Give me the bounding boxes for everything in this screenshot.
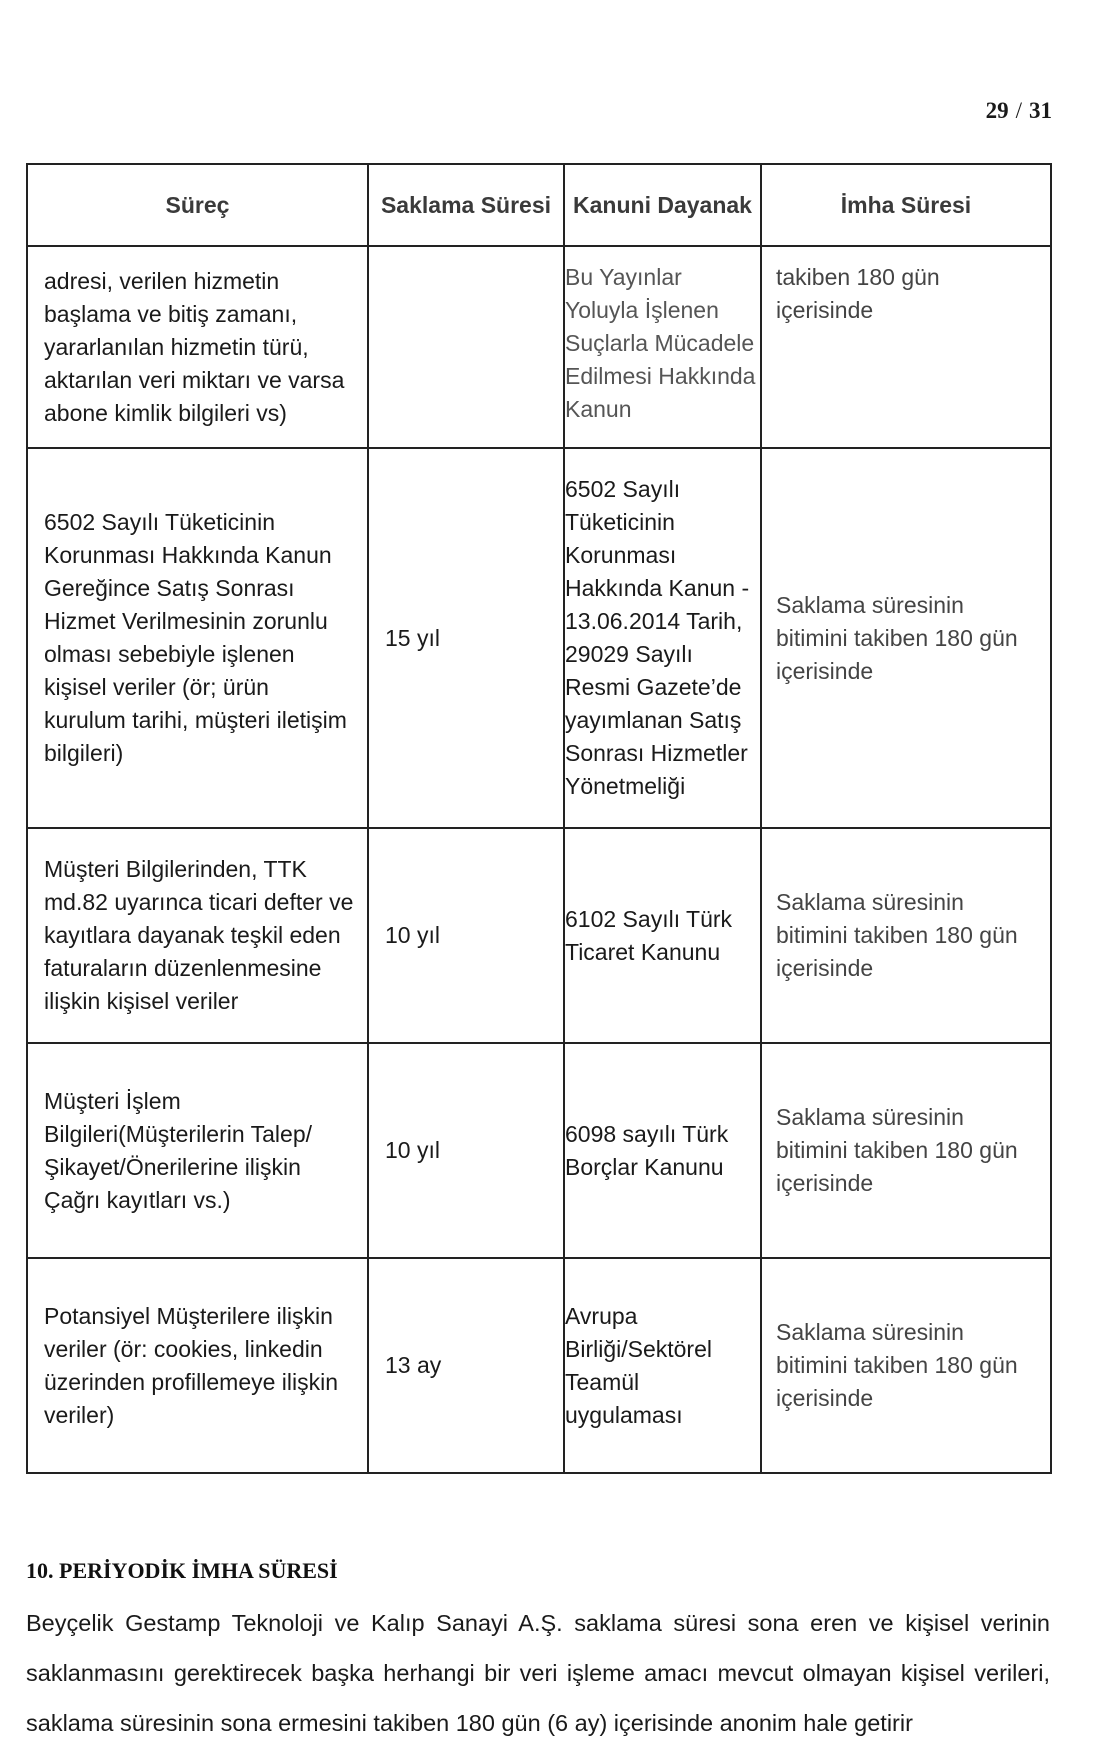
table-header-row xyxy=(27,164,1051,246)
cell-retention: 10 yıl xyxy=(368,828,564,1043)
cell-process: 6502 Sayılı Tüketicinin Korunması Hakkında Kanun Gereğince Satış Sonrası Hizmet Verilmesinin zorunlu olması sebebiyle işlenen kişisel veriler (ör; ürün kurulum tarihi, müşteri iletişim bilgileri) xyxy=(27,448,368,828)
cell-destruction: Saklama süresinin bitimini takiben 180 gün içerisinde xyxy=(761,1258,1051,1473)
cell-destruction: Saklama süresinin bitimini takiben 180 gün içerisinde xyxy=(761,448,1051,828)
section-title: 10. PERİYODİK İMHA SÜRESİ xyxy=(26,1558,338,1583)
cell-process: Müşteri Bilgilerinden, TTK md.82 uyarınca ticari defter ve kayıtlara dayanak teşkil eden faturaların düzenlenmesine ilişkin kişisel veriler xyxy=(27,828,368,1043)
cell-legal-basis: Avrupa Birliği/Sektörel Teamül uygulaması xyxy=(564,1258,761,1473)
retention-table xyxy=(26,163,1052,1474)
page-current: 29 xyxy=(985,98,1009,123)
cell-destruction: Saklama süresinin bitimini takiben 180 gün içerisinde xyxy=(761,828,1051,1043)
table-row xyxy=(27,1258,1051,1473)
table-row xyxy=(27,828,1051,1043)
cell-process: Müşteri İşlem Bilgileri(Müşterilerin Talep/Şikayet/Önerilerine ilişkin Çağrı kayıtları vs.) xyxy=(27,1043,368,1258)
header-destruction: İmha Süresi xyxy=(761,164,1051,246)
table-row xyxy=(27,448,1051,828)
cell-retention: 10 yıl xyxy=(368,1043,564,1258)
cell-destruction: takiben 180 gün içerisinde xyxy=(761,246,1051,448)
cell-retention xyxy=(368,246,564,448)
header-process: Süreç xyxy=(27,164,368,246)
page-total: 31 xyxy=(1029,98,1052,123)
page-separator: / xyxy=(1015,98,1022,123)
header-legal-basis: Kanuni Dayanak xyxy=(564,164,761,246)
section-paragraph: Beyçelik Gestamp Teknoloji ve Kalıp Sanayi A.Ş. saklama süresi sona eren ve kişisel verinin saklanmasını gerektirecek başka herhangi bir veri işleme amacı mevcut olmayan kişisel verileri, saklama süresinin sona ermesini takiben 180 gün (6 ay) içerisinde anonim hale getirir xyxy=(26,1610,1050,1736)
cell-process: adresi, verilen hizmetin başlama ve bitiş zamanı, yararlanılan hizmetin türü, aktarılan veri miktarı ve varsa abone kimlik bilgileri vs) xyxy=(27,246,368,448)
cell-process: Potansiyel Müşterilere ilişkin veriler (ör: cookies, linkedin üzerinden profillemeye ilişkin veriler) xyxy=(27,1258,368,1473)
cell-legal-basis: 6098 sayılı Türk Borçlar Kanunu xyxy=(564,1043,761,1258)
cell-legal-basis: 6102 Sayılı Türk Ticaret Kanunu xyxy=(564,828,761,1043)
cell-destruction: Saklama süresinin bitimini takiben 180 gün içerisinde xyxy=(761,1043,1051,1258)
table-row xyxy=(27,1043,1051,1258)
cell-legal-basis: 6502 Sayılı Tüketicinin Korunması Hakkında Kanun - 13.06.2014 Tarih, 29029 Sayılı Resmi Gazete’de yayımlanan Satış Sonrası Hizmetler Yönetmeliği xyxy=(564,448,761,828)
cell-retention: 13 ay xyxy=(368,1258,564,1473)
header-retention: Saklama Süresi xyxy=(368,164,564,246)
cell-legal-basis: Bu Yayınlar Yoluyla İşlenen Suçlarla Mücadele Edilmesi Hakkında Kanun xyxy=(564,246,761,448)
cell-retention: 15 yıl xyxy=(368,448,564,828)
table-row xyxy=(27,246,1051,448)
page-number xyxy=(986,98,1052,124)
